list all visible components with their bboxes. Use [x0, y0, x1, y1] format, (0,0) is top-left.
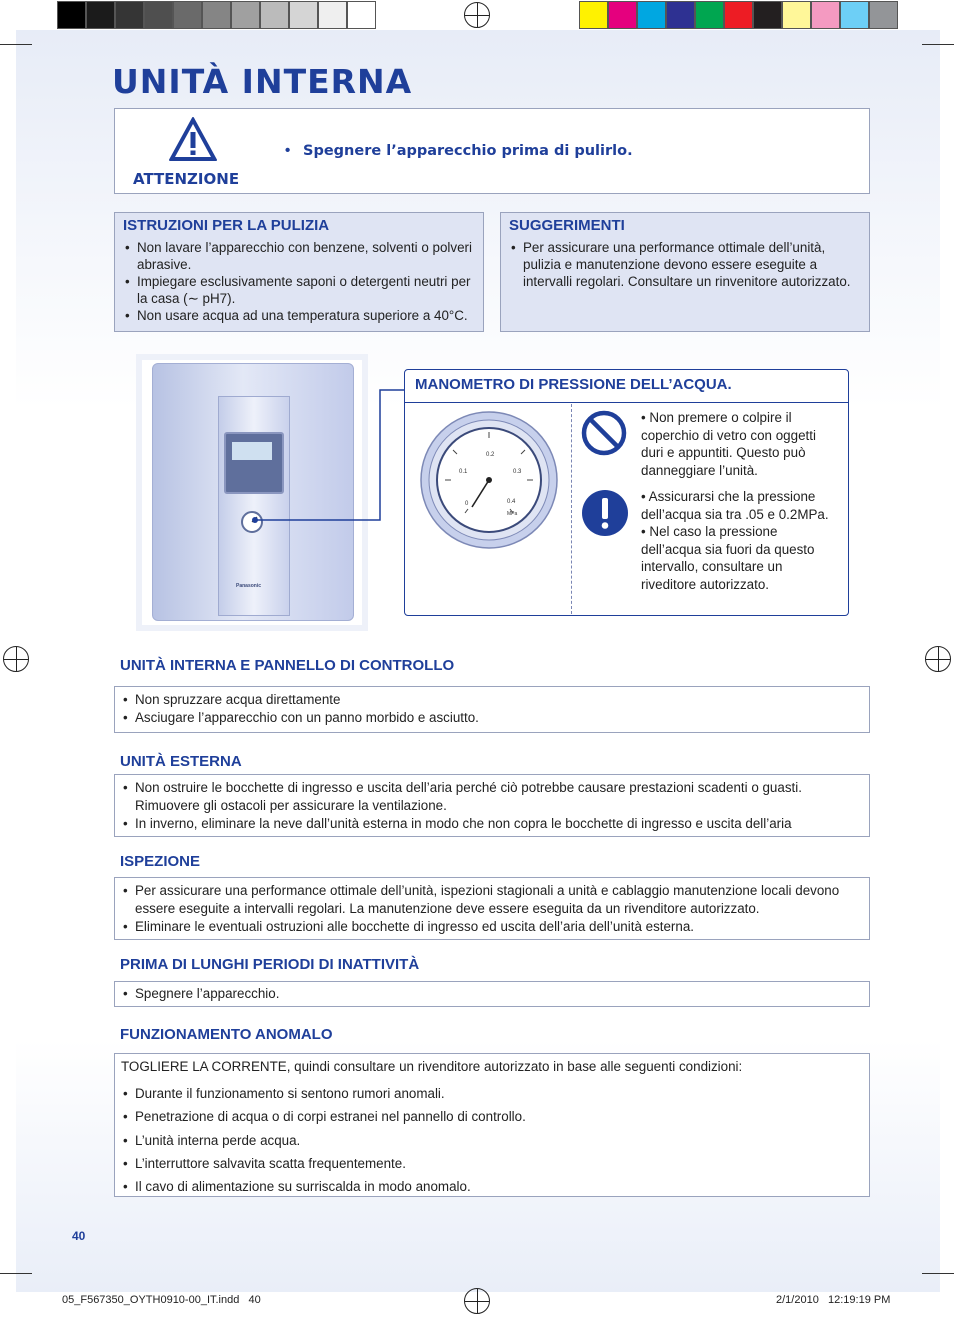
list-item: • Per assicurare una performance ottimale dell’unità, ispezioni stagionali a unità e cablaggio manutenzione locali devono essere eseguite a intervalli regolari. La manutenzione deve essere eseguita da un rivenditore autorizzato.: [121, 882, 863, 918]
list-item: • In inverno, eliminare la neve dall’unità esterna in modo che non copra le bocchette di ingresso e uscita dell’aria: [121, 815, 863, 833]
pressure-gauge: [419, 410, 559, 550]
callout-connector: [250, 385, 410, 525]
list-item: • L’interruttore salvavita scatta frequentemente.: [121, 1152, 863, 1175]
outdoor-list: [121, 779, 863, 833]
registration-mark-icon: [3, 646, 29, 672]
crop-mark: [0, 1273, 32, 1274]
list-item: • Spegnere l’apparecchio.: [121, 985, 863, 1003]
list-item: • L’unità interna perde acqua.: [121, 1129, 863, 1152]
list-item: • Non ostruire le bocchette di ingresso e uscita dell’aria perché ciò potrebbe causare prestazioni scadenti o guasti. Rimuovere gli ostacoli per assicurare la ventilazione.: [121, 779, 863, 815]
gauge-label: 0.2: [486, 452, 495, 458]
crop-mark: [922, 44, 954, 45]
color-swatch: [231, 1, 260, 29]
color-swatch: [115, 1, 144, 29]
manometer-divider: [571, 404, 572, 614]
warning-triangle-icon: [167, 115, 219, 163]
list-item: • Per assicurare una performance ottimale dell’unità, pulizia e manutenzione devono essere eseguite a intervalli regolari. Consultare un rinvenitore autorizzato.: [509, 239, 861, 290]
inspection-list: [121, 882, 863, 936]
color-swatch: [840, 1, 869, 29]
color-swatch: [637, 1, 666, 29]
color-swatch: [666, 1, 695, 29]
color-swatch: [347, 1, 376, 29]
tips-list: [509, 239, 861, 290]
outdoor-box: [114, 774, 870, 837]
prohibited-icon: [581, 410, 627, 456]
list-item: • Nel caso la pressione dell’acqua sia fuori da questo intervallo, consultare un riveditore autorizzato.: [641, 524, 815, 592]
list-item: • Il cavo di alimentazione su surriscalda in modo anomalo.: [121, 1175, 863, 1198]
color-swatch: [608, 1, 637, 29]
pressure-check-list: [641, 488, 841, 593]
cleaning-heading: ISTRUZIONI PER LA PULIZIA: [123, 217, 330, 234]
manometer-box: [404, 369, 849, 616]
crop-mark: [0, 44, 32, 45]
outdoor-heading: UNITÀ ESTERNA: [120, 753, 242, 770]
inspection-heading: ISPEZIONE: [120, 853, 201, 870]
color-swatch: [173, 1, 202, 29]
color-swatch: [869, 1, 898, 29]
prohibit-text: • Non premere o colpire il coperchio di vetro con oggetti duri e appuntiti. Questo può danneggiare l’unità.: [641, 410, 816, 478]
anomaly-list: [121, 1082, 863, 1198]
color-swatch: [260, 1, 289, 29]
indoor-box: [114, 686, 870, 733]
registration-mark-icon: [925, 646, 951, 672]
gauge-label: 0: [465, 501, 469, 507]
list-item: • Non lavare l’apparecchio con benzene, solventi o polveri abrasive.: [123, 239, 477, 273]
color-swatch: [811, 1, 840, 29]
manometer-heading: MANOMETRO DI PRESSIONE DELL’ACQUA.: [415, 376, 732, 393]
color-swatch: [202, 1, 231, 29]
color-swatch: [724, 1, 753, 29]
inactivity-heading: PRIMA DI LUNGHI PERIODI DI INATTIVITÀ: [120, 956, 420, 973]
color-swatch: [144, 1, 173, 29]
color-swatch: [86, 1, 115, 29]
gauge-label: 0.4: [507, 499, 516, 505]
indoor-heading: UNITÀ INTERNA E PANNELLO DI CONTROLLO: [120, 657, 455, 674]
tips-box: [500, 212, 870, 332]
inspection-box: [114, 877, 870, 940]
footer-timestamp: 2/1/2010 12:19:19 PM: [776, 1294, 891, 1306]
caution-box: [114, 108, 870, 194]
list-item: • Non spruzzare acqua direttamente: [121, 691, 863, 709]
cleaning-instructions-box: [114, 212, 484, 332]
color-swatch: [695, 1, 724, 29]
tips-heading: SUGGERIMENTI: [509, 217, 625, 234]
footer-file-info: 05_F567350_OYTH0910-00_IT.indd 40: [62, 1294, 261, 1306]
color-swatch: [579, 1, 608, 29]
list-item: • Assicurarsi che la pressione dell’acqua sia tra .05 e 0.2MPa.: [641, 489, 829, 522]
caution-label: ATTENZIONE: [133, 170, 240, 188]
list-item: • Eliminare le eventuali ostruzioni alle bocchette di ingresso ed uscita dell’aria dell’unità esterna.: [121, 918, 863, 936]
page-number: 40: [72, 1229, 86, 1243]
page-title: UNITÀ INTERNA: [112, 62, 413, 101]
caution-bullet: •: [285, 142, 291, 159]
gauge-label: 0.1: [459, 469, 468, 475]
caution-text: Spegnere l’apparecchio prima di pulirlo.: [303, 143, 633, 159]
registration-mark-icon: [464, 2, 490, 28]
color-swatch: [318, 1, 347, 29]
gauge-label: 0.3: [513, 469, 522, 475]
anomaly-box: [114, 1053, 870, 1197]
unit-brand-logo: Panasonic: [236, 583, 262, 589]
gauge-unit: MPa: [507, 511, 518, 517]
crop-mark: [922, 1273, 954, 1274]
color-swatch: [289, 1, 318, 29]
list-item: • Durante il funzionamento si sentono rumori anomali.: [121, 1082, 863, 1105]
list-item: • Impiegare esclusivamente saponi o detergenti neutri per la casa (∼ pH7).: [123, 273, 477, 307]
cleaning-list: [123, 239, 477, 324]
color-swatch: [753, 1, 782, 29]
registration-mark-icon: [464, 1288, 490, 1314]
color-swatch: [57, 1, 86, 29]
indoor-list: [121, 691, 863, 727]
list-item: • Penetrazione di acqua o di corpi estranei nel pannello di controllo.: [121, 1105, 863, 1128]
inactivity-list: [121, 985, 863, 1003]
anomaly-heading: FUNZIONAMENTO ANOMALO: [120, 1026, 333, 1043]
manometer-heading-rule: [405, 402, 848, 403]
inactivity-box: [114, 981, 870, 1007]
color-swatch: [782, 1, 811, 29]
mandatory-exclamation-icon: [581, 489, 629, 537]
list-item: • Non usare acqua ad una temperatura superiore a 40°C.: [123, 307, 477, 324]
anomaly-intro: TOGLIERE LA CORRENTE, quindi consultare un rivenditore autorizzato in base alle seguenti condizioni:: [121, 1059, 743, 1074]
list-item: • Asciugare l’apparecchio con un panno morbido e asciutto.: [121, 709, 863, 727]
